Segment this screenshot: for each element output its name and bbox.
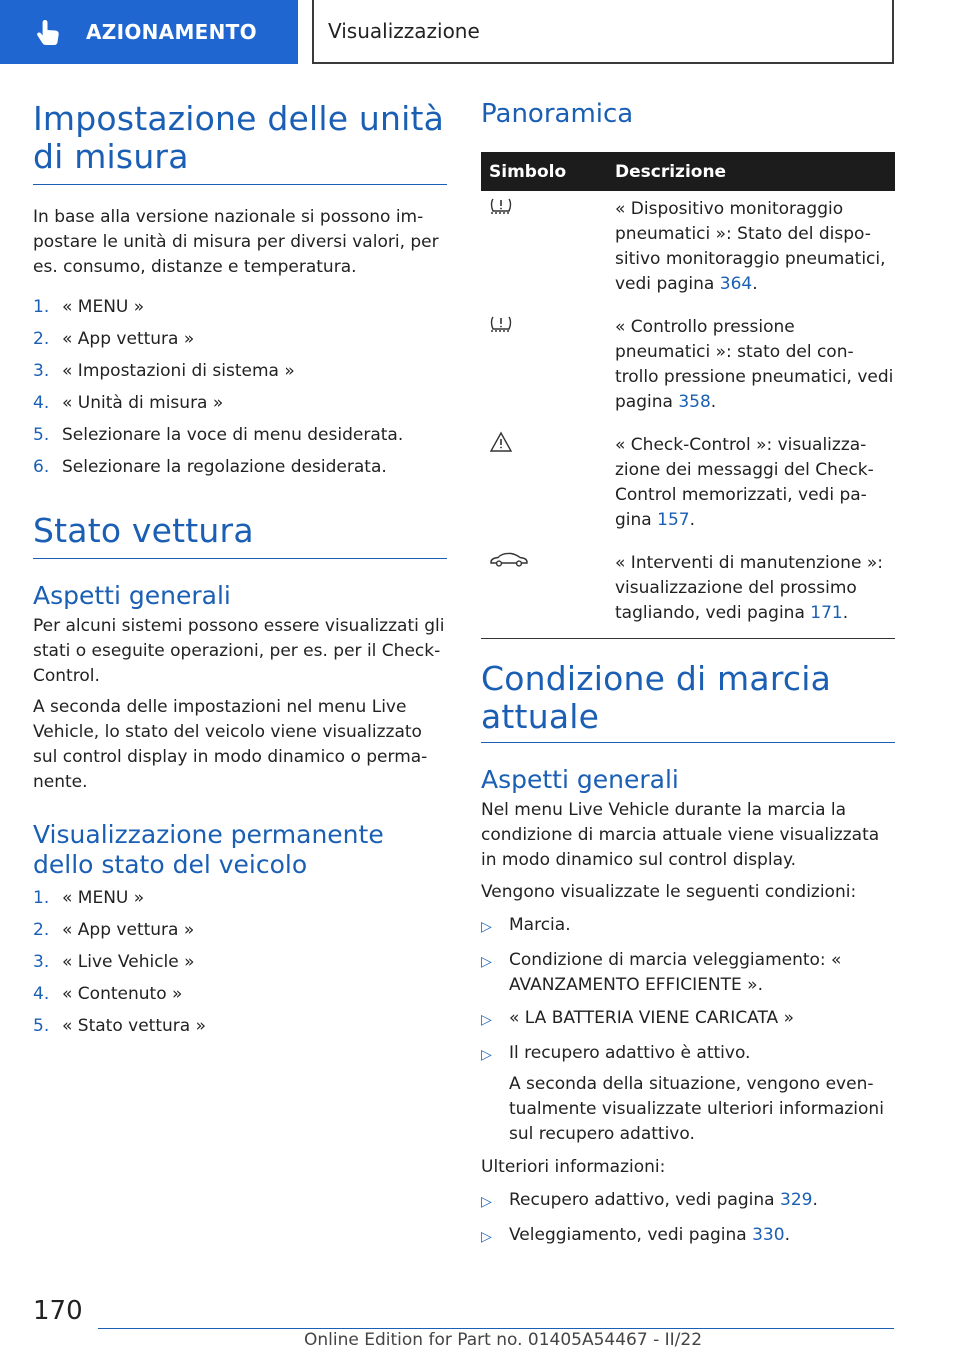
driving-general-title: Aspetti generali [481, 765, 679, 794]
description-end: . [710, 392, 717, 412]
description-end: . [842, 603, 849, 623]
condition-body [509, 913, 571, 940]
more-info-body [509, 1223, 790, 1250]
units-intro: In base alla versione nazionale si possono im-postare le unità di misura per diversi valori, per es. consumo, distanze e temperatura. [33, 207, 439, 277]
more-info-end: . [812, 1190, 818, 1210]
description-text: « Check-Control »: visualizza-zione dei messaggi del Check-Control memorizzati, vedi pa-gina [615, 435, 874, 530]
list-item [481, 1006, 895, 1033]
description-end: . [689, 510, 695, 530]
list-item [33, 391, 447, 416]
step-number: 6. [33, 457, 50, 477]
list-item [33, 1014, 447, 1039]
condition-body [509, 1006, 794, 1033]
step-text: « MENU » [62, 297, 145, 317]
step-text: « Unità di misura » [62, 393, 224, 413]
description-cell [609, 545, 895, 639]
driving-title: Condizione di marcia attuale [481, 659, 832, 736]
symbol-cell [481, 427, 609, 545]
symbol-cell [481, 309, 609, 427]
list-item [33, 918, 447, 943]
condition-body [509, 948, 895, 998]
step-number: 4. [33, 984, 50, 1004]
page-reference-link[interactable]: 364 [719, 274, 753, 294]
more-info-label: Ulteriori informazioni: [481, 1157, 666, 1177]
step-text: « App vettura » [62, 329, 195, 349]
step-text: « App vettura » [62, 920, 195, 940]
units-section [33, 100, 447, 487]
edition-note: Online Edition for Part no. 01405A54467 - II/22 [304, 1330, 703, 1350]
list-item [481, 1041, 895, 1147]
step-number: 2. [33, 329, 50, 349]
bullet-triangle-icon: ▷ [481, 1047, 492, 1063]
bullet-triangle-icon: ▷ [481, 954, 492, 970]
list-item [481, 913, 895, 940]
conditions-list [481, 913, 895, 1147]
page-reference-link[interactable]: 157 [657, 510, 690, 530]
more-info-text: Recupero adattivo, vedi pagina [509, 1190, 781, 1210]
step-text: « MENU » [62, 888, 145, 908]
symbol-table [481, 152, 895, 639]
step-number: 1. [33, 297, 50, 317]
description-cell [609, 309, 895, 427]
general-p2: A seconda delle impostazioni nel menu Live Vehicle, lo stato del veicolo viene visualizzato sul control display in modo dinamico o perma-nente. [33, 697, 428, 792]
footer-rule [98, 1328, 894, 1329]
hand-pointer-icon [34, 17, 64, 47]
permanent-title: Visualizzazione permanente dello stato del veicolo [33, 820, 384, 879]
step-number: 1. [33, 888, 50, 908]
bullet-triangle-icon: ▷ [481, 1194, 492, 1210]
condition-text: Marcia. [509, 915, 571, 935]
condition-text: Condizione di marcia veleggiamento: « AVANZAMENTO EFFICIENTE ». [509, 950, 842, 995]
step-text: « Stato vettura » [62, 1016, 206, 1036]
list-item [33, 359, 447, 384]
step-number: 3. [33, 361, 50, 381]
table-row [481, 545, 895, 639]
step-number: 5. [33, 1016, 50, 1036]
status-section [33, 512, 447, 1046]
section-label: AZIONAMENTO [86, 20, 257, 44]
table-row [481, 191, 895, 309]
more-info-list [481, 1188, 895, 1250]
driving-p1: Nel menu Live Vehicle durante la marcia la condizione di marcia attuale viene visualizzata in modo dinamico sul control display. [481, 800, 880, 870]
list-item [33, 327, 447, 352]
chapter-header [312, 0, 894, 64]
page-reference-link[interactable]: 171 [810, 603, 843, 623]
step-number: 3. [33, 952, 50, 972]
list-item [33, 423, 447, 448]
step-text: « Impostazioni di sistema » [62, 361, 295, 381]
general-p1: Per alcuni sistemi possono essere visualizzati gli stati o eseguite operazioni, per es. per il Check-Control. [33, 616, 445, 686]
step-number: 5. [33, 425, 50, 445]
permanent-steps-list [33, 886, 447, 1039]
more-info-text: Veleggiamento, vedi pagina [509, 1225, 753, 1245]
page-number: 170 [33, 1296, 83, 1326]
step-number: 4. [33, 393, 50, 413]
bullet-triangle-icon: ▷ [481, 1229, 492, 1245]
list-item [33, 295, 447, 320]
page-reference-link[interactable]: 330 [752, 1225, 785, 1245]
list-item [33, 982, 447, 1007]
list-item [481, 1223, 895, 1250]
list-item [481, 948, 895, 998]
page-reference-link[interactable]: 358 [678, 392, 711, 412]
description-text: « Controllo pressione pneumatici »: stato del con-trollo pressione pneumatici, vedi pagina [615, 317, 894, 412]
description-column-header: Descrizione [609, 152, 895, 191]
description-end: . [752, 274, 758, 294]
step-text: Selezionare la regolazione desiderata. [62, 457, 387, 477]
units-steps-list [33, 295, 447, 480]
section-tab [0, 0, 298, 64]
car-service-icon [489, 554, 529, 574]
overview-title: Panoramica [481, 99, 634, 129]
tire-pressure-icon [489, 200, 513, 220]
driving-section [481, 660, 895, 1258]
bullet-triangle-icon: ▷ [481, 919, 492, 935]
driving-p2: Vengono visualizzate le seguenti condizioni: [481, 882, 857, 902]
condition-subtext: A seconda della situazione, vengono even-tualmente visualizzate ulteriori informazioni sul recupero adattivo. [509, 1074, 884, 1144]
table-row [481, 309, 895, 427]
table-row [481, 427, 895, 545]
condition-text: Il recupero adattivo è attivo. [509, 1043, 751, 1063]
more-info-body [509, 1188, 818, 1215]
description-cell [609, 191, 895, 309]
status-title: Stato vettura [33, 511, 254, 550]
units-title: Impostazione delle unità di misura [33, 99, 445, 176]
chapter-label: Visualizzazione [328, 19, 480, 43]
step-text: Selezionare la voce di menu desiderata. [62, 425, 404, 445]
condition-body [509, 1041, 895, 1147]
general-title: Aspetti generali [33, 581, 231, 610]
description-text: « Dispositivo monitoraggio pneumatici »: Stato del dispo-sitivo monitoraggio pneumatici, vedi pagina [615, 199, 886, 294]
page-reference-link[interactable]: 329 [780, 1190, 813, 1210]
warning-triangle-icon [489, 438, 513, 458]
step-text: « Live Vehicle » [62, 952, 195, 972]
list-item [481, 1188, 895, 1215]
list-item [33, 886, 447, 911]
step-text: « Contenuto » [62, 984, 183, 1004]
more-info-end: . [784, 1225, 790, 1245]
list-item [33, 455, 447, 480]
symbol-cell [481, 545, 609, 639]
symbol-cell [481, 191, 609, 309]
condition-text: « LA BATTERIA VIENE CARICATA » [509, 1008, 794, 1028]
tire-pressure-icon [489, 318, 513, 338]
description-cell [609, 427, 895, 545]
description-text: « Interventi di manutenzione »: visualizzazione del prossimo tagliando, vedi pagina [615, 553, 883, 623]
symbol-column-header: Simbolo [481, 152, 609, 191]
step-number: 2. [33, 920, 50, 940]
list-item [33, 950, 447, 975]
bullet-triangle-icon: ▷ [481, 1012, 492, 1028]
